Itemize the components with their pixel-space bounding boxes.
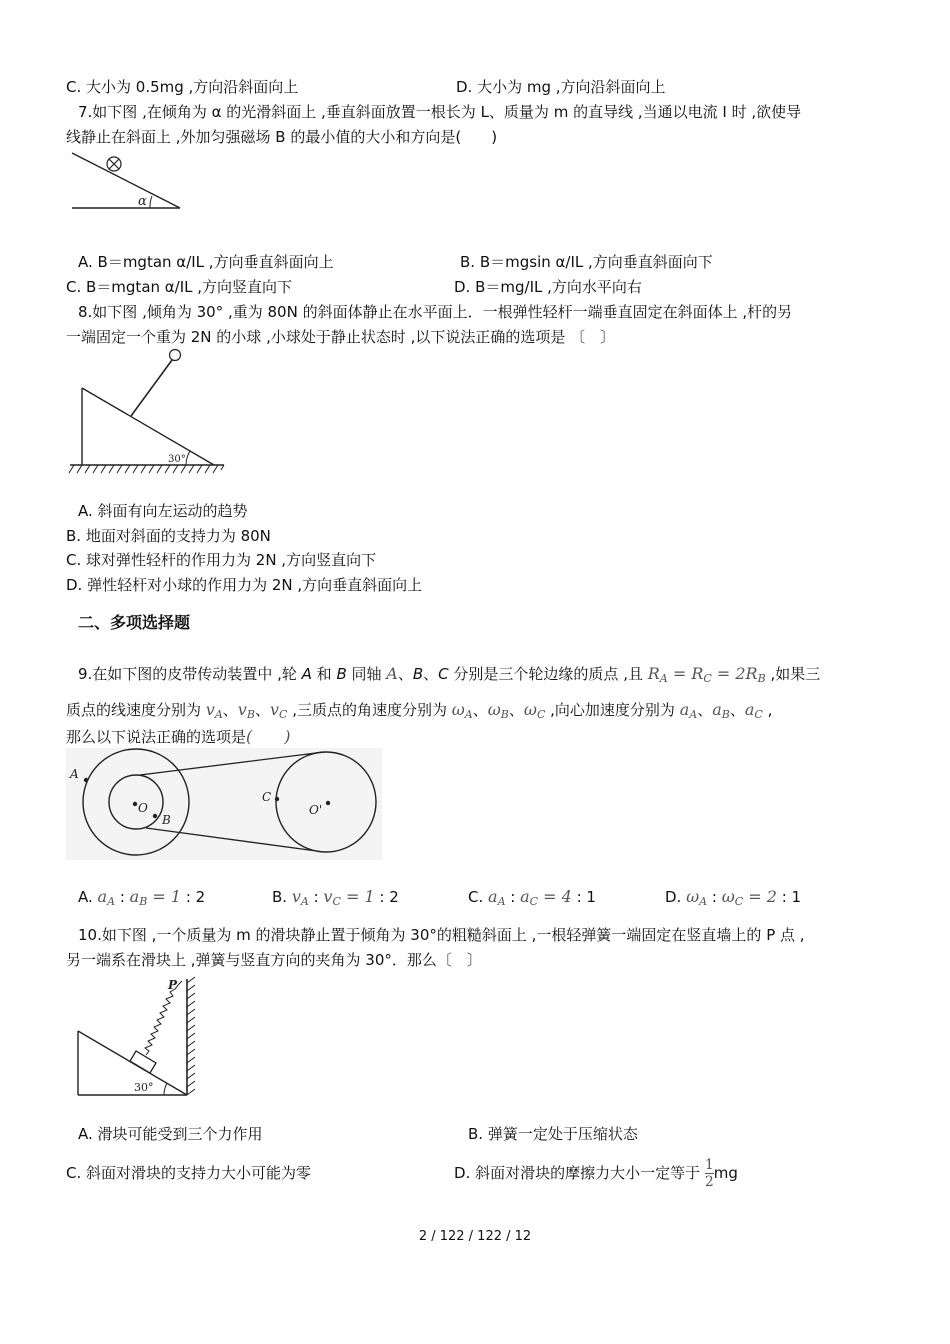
q9-fig-label-a: A	[70, 767, 79, 781]
q8-wedge-slope	[82, 388, 214, 465]
q10-option-b: B. 弹簧一定处于压缩状态	[468, 1125, 638, 1143]
q8-elastic-rod	[131, 360, 172, 416]
q7-option-d: D. B＝mg/IL ,方向水平向右	[454, 278, 642, 296]
q9-option-d: D. $\omega_A$ : $\omega_C = 2$ : 1	[665, 887, 802, 908]
q9-option-b: B. $v_A$ : $v_C = 1$ : 2	[272, 887, 399, 908]
q8-option-c: C. 球对弹性轻杆的作用力为 2N ,方向竖直向下	[66, 551, 377, 569]
q10-option-a: A. 滑块可能受到三个力作用	[78, 1125, 263, 1143]
q9-stem-line3: 那么以下说法正确的选项是( )	[66, 727, 291, 746]
q7-option-a: A. B＝mgtan α/IL ,方向垂直斜面向上	[78, 253, 334, 271]
q8-stem-line2: 一端固定一个重为 2N 的小球 ,小球处于静止状态时 ,以下说法正确的选项是 〔 〕	[66, 328, 616, 346]
q10-spring	[145, 981, 182, 1055]
q8-angle-label: 30°	[168, 454, 186, 465]
q10-p-label: P	[168, 978, 178, 992]
one-half-fraction: $\frac{1}{2}$	[704, 1157, 714, 1190]
q8-figure	[68, 348, 228, 478]
q10-figure	[74, 975, 202, 1099]
q7-stem-line1: 7.如下图 ,在倾角为 α 的光滑斜面上 ,垂直斜面放置一根长为 L、质量为 m 的直导线 ,当通以电流 I 时 ,欲使导	[78, 103, 802, 121]
q7-slope-line	[72, 153, 180, 208]
q8-option-d: D. 弹性轻杆对小球的作用力为 2N ,方向垂直斜面向上	[66, 576, 423, 594]
q9-stem-line1: 9.在如下图的皮带传动装置中 ,轮 A 和 B 同轴 A、B、C 分别是三个轮边缘的质点 ,且 $R_A = R_C = 2R_B$ ,如果三	[78, 664, 821, 685]
q9-option-c: C. $a_A$ : $a_C = 4$ : 1	[468, 887, 596, 908]
q8-option-a: A. 斜面有向左运动的趋势	[78, 502, 248, 520]
q9-fig-label-o2: O'	[309, 803, 323, 817]
q9-fig-label-b: B	[162, 813, 171, 827]
q9-stem-line2: 质点的线速度分别为 $v_A$、$v_B$、$v_C$ ,三质点的角速度分别为 $\omega_A$、$\omega_B$、$\omega_C$ ,向心加速度分别为 $a_A$、$a_B$、$a_C$ ,	[66, 700, 773, 721]
page-number: 2 / 122 / 122 / 12	[418, 1229, 532, 1244]
q9-belt-figure	[66, 748, 382, 860]
q9-fig-label-c: C	[262, 790, 272, 804]
q10-stem-line2: 另一端系在滑块上 ,弹簧与竖直方向的夹角为 30°．那么〔 〕	[66, 951, 482, 969]
q9-radius-relation: $R_A = R_C = 2R_B$	[647, 664, 766, 685]
q6-option-c: C. 大小为 0.5mg ,方向沿斜面向上	[66, 78, 299, 96]
q8-stem-line1: 8.如下图 ,倾角为 30° ,重为 80N 的斜面体静止在水平面上．一根弹性轻杆一端垂直固定在斜面体上 ,杆的另	[78, 303, 793, 321]
q10-option-c: C. 斜面对滑块的支持力大小可能为零	[66, 1164, 312, 1182]
q10-option-d: D. 斜面对滑块的摩擦力大小一定等于 $\frac{1}{2}$ mg	[454, 1157, 738, 1190]
q10-stem-line1: 10.如下图 ,一个质量为 m 的滑块静止置于倾角为 30°的粗糙斜面上 ,一根轻弹簧一端固定在竖直墙上的 P 点 ,	[78, 926, 805, 944]
q9-option-a: A. $a_A$ : $a_B = 1$ : 2	[78, 887, 206, 908]
q7-figure	[68, 150, 188, 216]
section-title: 二、多项选择题	[78, 613, 191, 632]
q7-option-c: C. B＝mgtan α/IL ,方向竖直向下	[66, 278, 293, 296]
q8-ball	[170, 350, 181, 361]
q7-option-b: B. B＝mgsin α/IL ,方向垂直斜面向下	[460, 253, 713, 271]
q10-angle-label: 30°	[134, 1081, 154, 1094]
q8-option-b: B. 地面对斜面的支持力为 80N	[66, 527, 271, 545]
q7-angle-label: α	[138, 194, 147, 209]
q6-option-d: D. 大小为 mg ,方向沿斜面向上	[456, 78, 666, 96]
q9-fig-label-o1: O	[138, 801, 148, 815]
q7-stem-line2: 线静止在斜面上 ,外加匀强磁场 B 的最小值的大小和方向是( )	[66, 128, 498, 146]
